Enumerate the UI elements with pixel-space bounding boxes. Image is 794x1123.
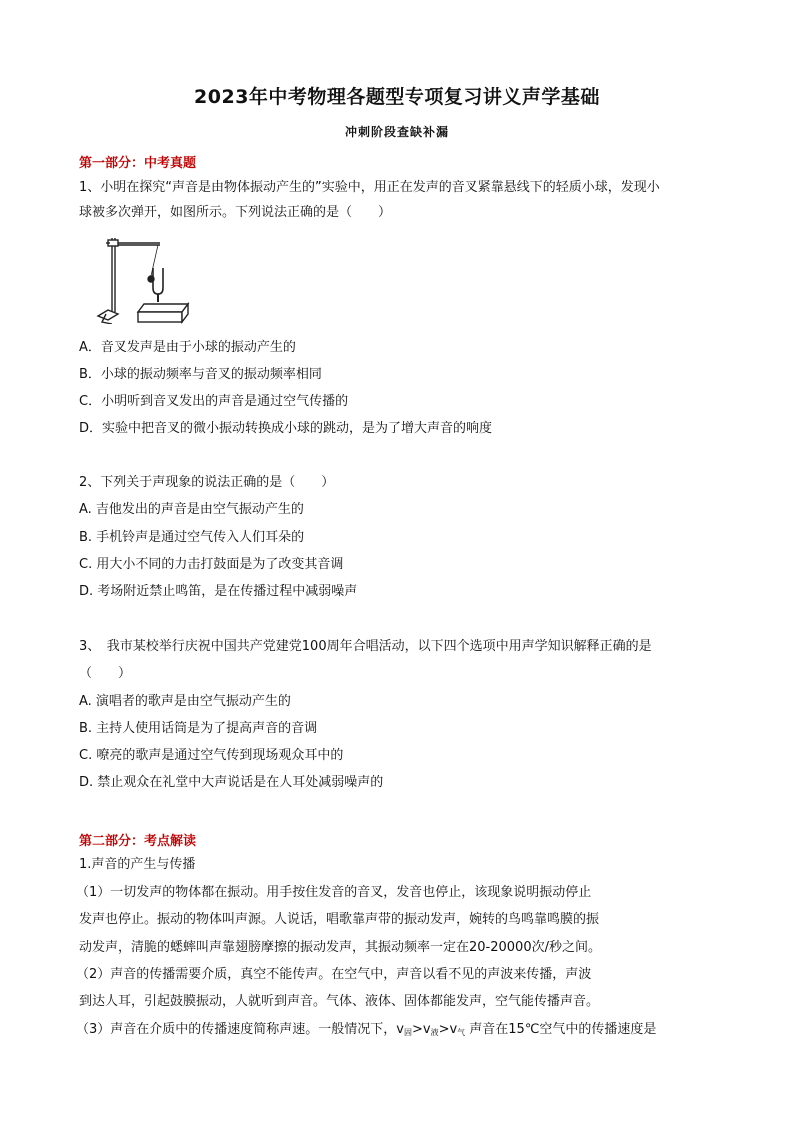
- section-heading-1: 第一部分：中考真题: [79, 156, 197, 171]
- speed-text-suffix: 声音在15℃空气中的传播速度是: [465, 1022, 657, 1037]
- question-1-stem-line-1: 1、小明在探究“声音是由物体振动产生的”实验中，用正在发声的音叉紧靠悬线下的轻质小球，发现小: [79, 180, 660, 195]
- question-3-option-c: C. 嘹亮的歌声是通过空气传到现场观众耳中的: [79, 748, 344, 763]
- speed-text-mid-2: >v: [438, 1022, 458, 1037]
- topic-1-paragraph-2-line-1: （2）声音的传播需要介质，真空不能传声。在空气中，声音以看不见的声波来传播，声波: [76, 967, 592, 982]
- question-3-stem-line-1: 3、 我市某校举行庆祝中国共产党建党100周年合唱活动，以下四个选项中用声学知识解释正确的是: [79, 639, 652, 654]
- document-subtitle: 冲刺阶段查缺补漏: [344, 125, 449, 139]
- question-3-option-d: D. 禁止观众在礼堂中大声说话是在人耳处减弱噪声的: [79, 775, 384, 790]
- question-2-option-b: B. 手机铃声是通过空气传入人们耳朵的: [79, 530, 305, 545]
- topic-1-paragraph-3-line-1: [76, 1022, 656, 1041]
- question-2-option-d: D. 考场附近禁止鸣笛，是在传播过程中减弱噪声: [79, 584, 358, 599]
- question-3-stem-line-2: （ ）: [79, 666, 132, 681]
- question-1-option-a: A．音叉发声是由于小球的振动产生的: [79, 340, 296, 355]
- tuning-fork-pendulum-figure: [96, 232, 192, 324]
- speed-subscript-solid: 固: [403, 1028, 412, 1037]
- speed-text-prefix: （3）声音在介质中的传播速度简称声速。一般情况下，v: [76, 1022, 404, 1037]
- topic-1-paragraph-1-line-1: （1）一切发声的物体都在振动。用手按住发音的音叉，发音也停止，该现象说明振动停止: [76, 885, 592, 900]
- question-3-option-a: A. 演唱者的歌声是由空气振动产生的: [79, 694, 291, 709]
- question-1-stem-line-2: 球被多次弹开，如图所示。下列说法正确的是（ ）: [79, 205, 392, 220]
- question-3-option-b: B. 主持人使用话筒是为了提高声音的音调: [79, 721, 318, 736]
- topic-1-paragraph-1-line-2: 发声也停止。振动的物体叫声源。人说话，唱歌靠声带的振动发声，婉转的鸟鸣靠鸣膜的振: [79, 912, 600, 927]
- speed-subscript-gas: 气: [457, 1028, 466, 1037]
- question-1-option-d: D．实验中把音叉的微小振动转换成小球的跳动，是为了增大声音的响度: [79, 421, 493, 436]
- section-heading-2: 第二部分：考点解读: [79, 834, 197, 849]
- topic-1-heading: 1.声音的产生与传播: [79, 857, 196, 872]
- topic-1-paragraph-1-line-3: 动发声，清脆的蟋蟀叫声靠翅膀摩擦的振动发声，其振动频率一定在20-20000次/秒之间。: [79, 940, 601, 955]
- question-1-option-c: C．小明听到音叉发出的声音是通过空气传播的: [79, 394, 349, 409]
- topic-1-paragraph-2-line-2: 到达人耳，引起鼓膜振动，人就听到声音。气体、液体、固体都能发声，空气能传播声音。: [79, 994, 600, 1009]
- speed-text-mid-1: >v: [411, 1022, 431, 1037]
- question-2-option-c: C. 用大小不同的力击打鼓面是为了改变其音调: [79, 557, 344, 572]
- document-title: 2023年中考物理各题型专项复习讲义声学基础: [194, 86, 600, 108]
- question-1-option-b: B．小球的振动频率与音叉的振动频率相同: [79, 367, 322, 382]
- question-2-option-a: A. 吉他发出的声音是由空气振动产生的: [79, 502, 304, 517]
- speed-subscript-liquid: 液: [430, 1028, 439, 1037]
- question-2-stem: 2、下列关于声现象的说法正确的是（ ）: [79, 475, 335, 490]
